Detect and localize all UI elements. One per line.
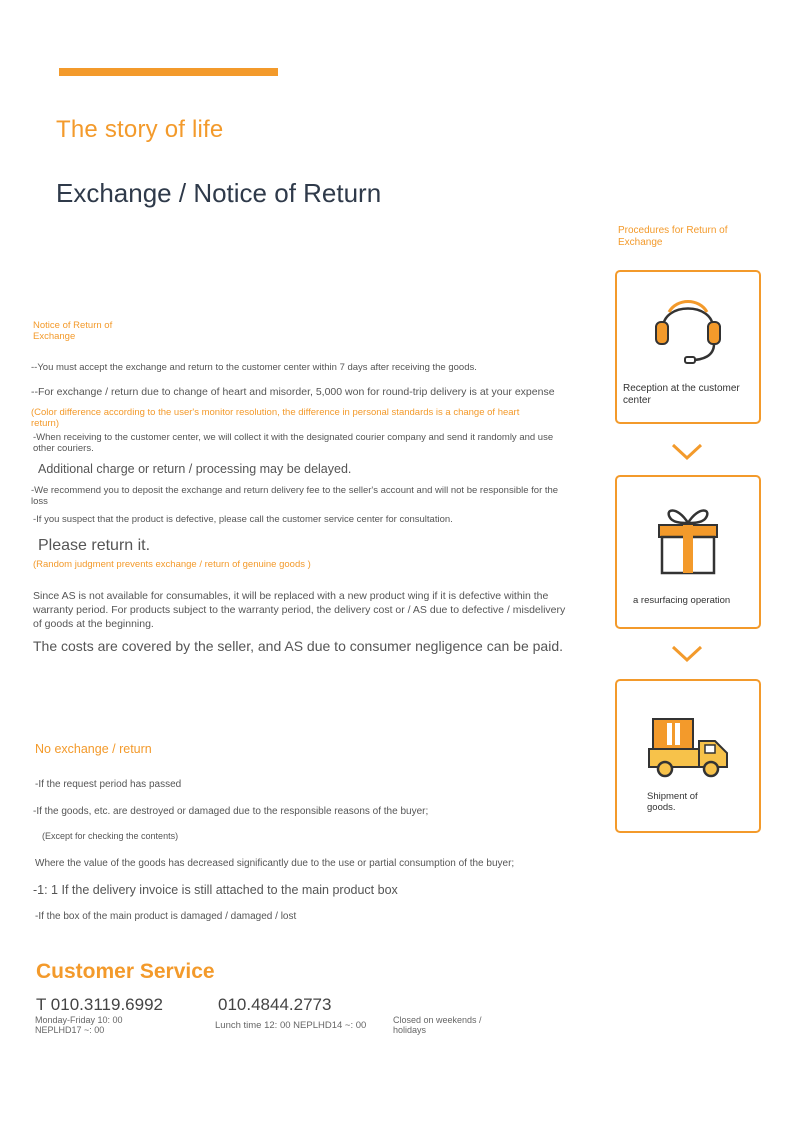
phone-secondary[interactable]: 010.4844.2773	[218, 995, 332, 1014]
business-hours: Monday-Friday 10: 00 NEPLHD17 ~: 00	[35, 1015, 123, 1035]
no-exchange-title: No exchange / return	[35, 742, 152, 756]
notice-line: The costs are covered by the seller, and AS due to consumer negligence can be paid.	[33, 638, 563, 654]
notice-line: -We recommend you to deposit the exchange and return delivery fee to the seller's account and will not be responsible for the loss	[31, 485, 559, 507]
header-accent-bar	[59, 68, 278, 76]
no-exchange-item: -1: 1 If the delivery invoice is still attached to the main product box	[33, 883, 398, 897]
closed-days: Closed on weekends / holidays	[393, 1015, 482, 1035]
notice-line: Additional charge or return / processing may be delayed.	[38, 462, 352, 476]
no-exchange-item: (Except for checking the contents)	[42, 831, 179, 841]
notice-paragraph: Since AS is not available for consumables, it will be replaced with a new product wing if it is defective within the warranty period. For products subject to the warranty period, the delivery cost or / AS due to defective / misdelivery of goods at the beginning.	[33, 590, 566, 630]
page-title: Exchange / Notice of Return	[56, 178, 382, 208]
notice-line: --For exchange / return due to change of heart and misorder, 5,000 won for round-trip delivery is at your expense	[31, 386, 555, 398]
procedure-title: Procedures for Return of Exchange	[618, 225, 728, 248]
step-label: Reception at the customer center	[623, 383, 740, 406]
no-exchange-item: -If the box of the main product is damaged / damaged / lost	[35, 911, 297, 922]
no-exchange-item: -If the request period has passed	[35, 779, 182, 790]
procedure-step-reception	[615, 270, 761, 424]
customer-service-title: Customer Service	[36, 960, 215, 983]
notice-label: Notice of Return of Exchange	[33, 320, 113, 342]
notice-note: (Color difference according to the user's monitor resolution, the difference in personal standards is a change of heart return)	[31, 407, 520, 429]
no-exchange-item: Where the value of the goods has decreased significantly due to the use or partial consumption of the buyer;	[35, 858, 515, 869]
brand-title: The story of life	[56, 116, 224, 143]
notice-line: -If you suspect that the product is defective, please call the customer service center for consultation.	[33, 514, 453, 525]
procedure-step-shipment	[615, 679, 761, 833]
delivery-truck-icon	[647, 717, 731, 779]
headset-icon	[653, 290, 723, 368]
chevron-down-icon	[670, 442, 704, 462]
phone-primary[interactable]: T 010.3119.6992	[36, 995, 163, 1014]
lunch-hours: Lunch time 12: 00 NEPLHD14 ~: 00	[215, 1020, 367, 1031]
notice-line: --You must accept the exchange and return to the customer center within 7 days after receiving the goods.	[31, 362, 477, 373]
no-exchange-item: -If the goods, etc. are destroyed or damaged due to the responsible reasons of the buyer;	[33, 806, 429, 817]
procedure-step-operation	[615, 475, 761, 629]
step-label: Shipment of goods.	[647, 791, 698, 813]
step-label: a resurfacing operation	[633, 595, 731, 606]
gift-box-icon	[655, 503, 721, 575]
notice-line: Please return it.	[38, 537, 151, 554]
chevron-down-icon	[670, 644, 704, 664]
notice-note: (Random judgment prevents exchange / return of genuine goods )	[33, 559, 311, 570]
notice-line: -When receiving to the customer center, we will collect it with the designated courier company and send it randomly and use other couriers.	[33, 432, 554, 454]
